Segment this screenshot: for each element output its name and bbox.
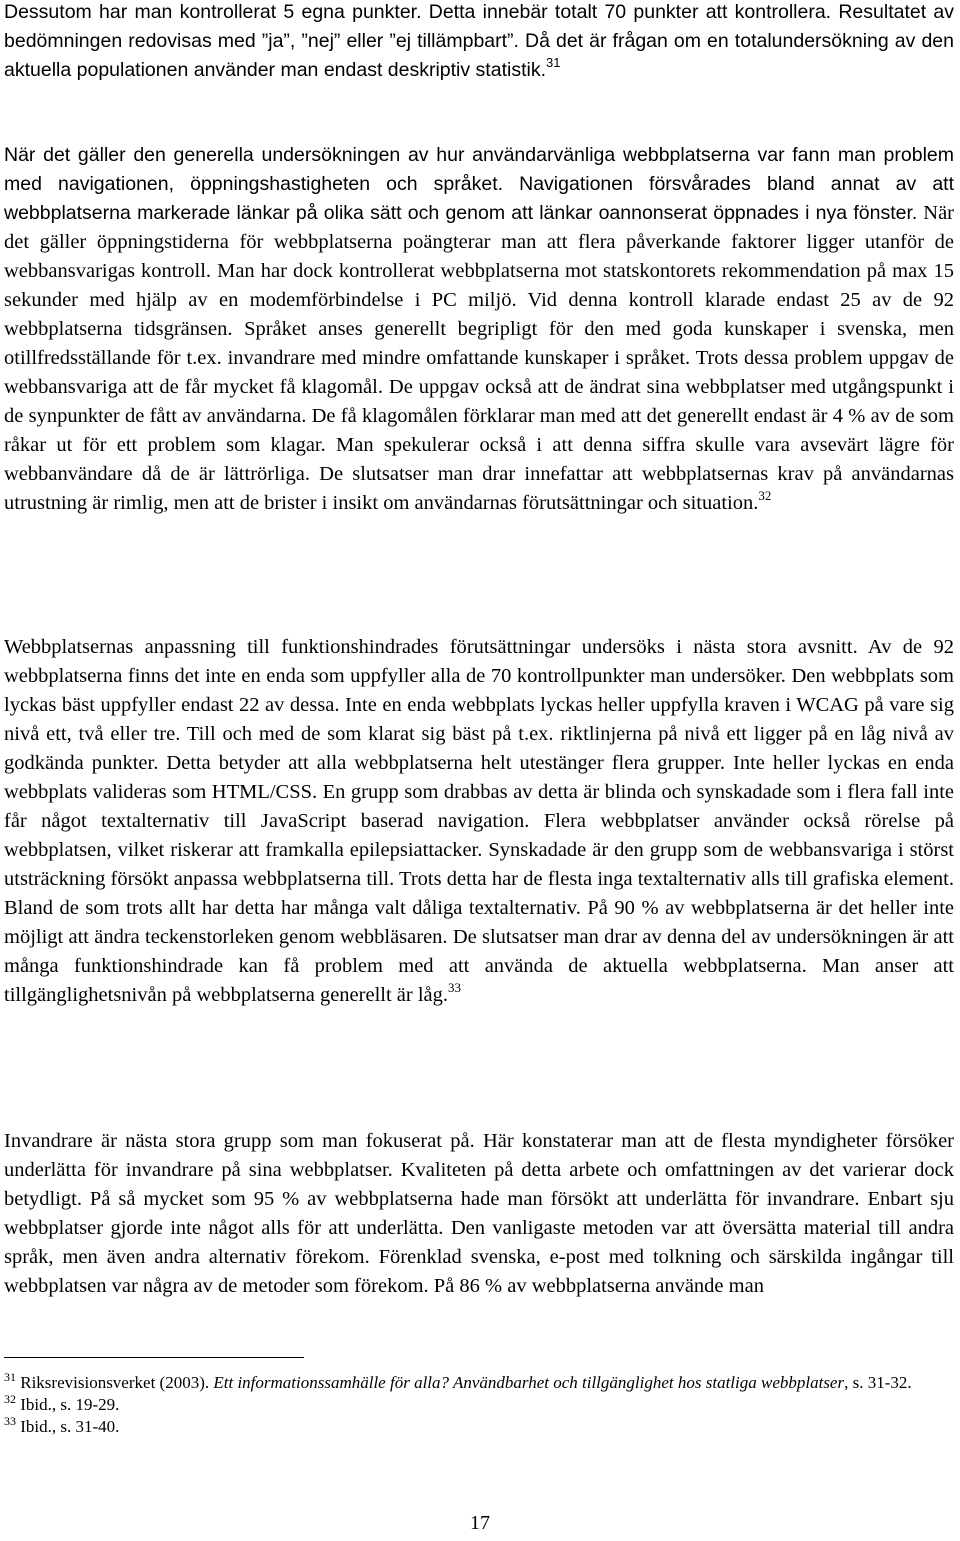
- page-number: 17: [470, 1512, 490, 1534]
- footnotes: [4, 1372, 954, 1438]
- paragraph-method: [4, 0, 954, 85]
- paragraph-method-text: Dessutom har man kontrollerat 5 egna punkter. Detta innebär totalt 70 punkter att kontrollera. Resultatet av bedömningen redovisas med ”ja”, ”nej” eller ”ej tillämpbart”. Då det är frågan om en totalundersökning av den aktuella populationen använder man endast deskriptiv statistik.: [4, 1, 954, 81]
- paragraph-immigrants-text: Invandrare är nästa stora grupp som man fokuserat på. Här konstaterar man att de flesta myndigheter försöker underlätta för invandrare på sina webbplatser. Kvaliteten på detta arbete och omfattningen av det varierar dock betydligt. På så mycket som 95 % av webbplatserna hade man försökt att underlätta för invandrare. Enbart sju webbplatser gjorde inte något alls för att underlätta. Den vanligaste metoden var att översätta material till andra språk, men även andra alternativ förekom. Förenklad svenska, e-post med tolkning och särskilda ingångar till webbplatsen var några av de metoder som förekom. På 86 % av webbplatserna använde man: [4, 1130, 954, 1297]
- footnote-text: Ibid., s. 19-29.: [20, 1395, 120, 1414]
- footnote-title: Ett informationssamhälle för alla? Användbarhet och tillgänglighet hos statliga webbplatser: [213, 1373, 845, 1392]
- footnote-ref-32: 32: [758, 488, 772, 503]
- footnote-number: 32: [4, 1392, 16, 1406]
- paragraph-usability: [4, 141, 954, 518]
- footnote-32: [4, 1394, 954, 1416]
- footnote-33: [4, 1416, 954, 1438]
- footnote-31: [4, 1372, 954, 1394]
- paragraph-immigrants: [4, 1127, 954, 1301]
- footnote-ref-31: 31: [546, 55, 561, 70]
- paragraph-accessibility-text: Webbplatsernas anpassning till funktionshindrades förutsättningar undersöks i nästa stora avsnitt. Av de 92 webbplatserna finns det inte en enda som uppfyller alla de 70 kontrollpunkter man undersöker. Den webbplats som lyckas bäst uppfyller endast 22 av dessa. Inte en enda webbplats lyckas heller uppfylla kraven i WCAG på vare sig nivå ett, två eller tre. Till och med de som klarat sig bäst på t.ex. riktlinjerna på nivå ett ligger på en låg nivå av godkända punkter. Detta betyder att alla webbplatserna helt utestänger flera grupper. Inte heller lyckas en enda webbplats valideras som HTML/CSS. En grupp som drabbas av detta är blinda och synskadade som i flera fall inte får något textalternativ till JavaScript baserad navigation. Flera webbplatser använder också rörelse på webbplatsen, vilket riskerar att framkalla epilepsiattacker. Synskadade är den grupp som de webbansvariga i störst utsträckning försökt anpassa webbplatserna till. Trots detta har de flesta inga textalternativ alls till grafiska element. Bland de som trots allt har detta har många valt dåliga textalternativ. På 90 % av webbplatserna är det heller inte möjligt att ändra teckenstorleken genom webbläsaren. De slutsatser man drar av denna del av undersökningen är att många funktionshindrade kan få problem med att använda de aktuella webbplatserna. Man anser att tillgänglighetsnivån på webbplatserna generellt är låg.: [4, 636, 954, 1006]
- paragraph-accessibility: [4, 633, 954, 1010]
- footnote-ref-33: 33: [448, 980, 462, 995]
- footnote-number: 33: [4, 1414, 16, 1428]
- footnote-text: Ibid., s. 31-40.: [20, 1417, 120, 1436]
- paragraph-usability-sans-text: När det gäller den generella undersökningen av hur användarvänliga webbplatserna var fann man problem med navigationen, öppningshastigheten och språket. Navigationen försvårades bland annat av att webbplatserna markerade länkar på olika sätt och genom att länkar oannonserat öppnades i nya fönster.: [4, 144, 954, 224]
- paragraph-usability-serif-text: När det gäller öppningstiderna för webbplatserna poängterar man att flera påverkande faktorer ligger utanför de webbansvarigas kontroll. Man har dock kontrollerat webbplatserna mot statskontorets rekommendation på max 15 sekunder med hjälp av en modemförbindelse i PC miljö. Vid denna kontroll klarade endast 25 av de 92 webbplatserna tidsgränsen. Språket anses generellt begripligt för den med goda kunskaper i svenska, men otillfredsställande för t.ex. invandrare med mindre omfattande kunskaper i språket. Trots dessa problem uppgav de webbansvariga att de får mycket få klagomål. De uppgav också att de ändrat sina webbplatser med utgångspunkt i de synpunkter de fått av användarna. De få klagomålen förklarar man med att det generellt endast är 4 % av de som råkar ut för ett problem som klagar. Man spekulerar också i att denna siffra skulle vara avsevärt lägre för webbanvändare då de är lättrörliga. De slutsatser man drar innefattar att webbplatsernas krav på användarnas utrustning är rimlig, men att de brister i insikt om användarnas förutsättningar och situation.: [4, 202, 954, 514]
- footnote-separator: [4, 1357, 304, 1358]
- footnote-number: 31: [4, 1370, 16, 1384]
- footnote-source: Riksrevisionsverket (2003).: [20, 1373, 214, 1392]
- footnote-pages: , s. 31-32.: [844, 1373, 912, 1392]
